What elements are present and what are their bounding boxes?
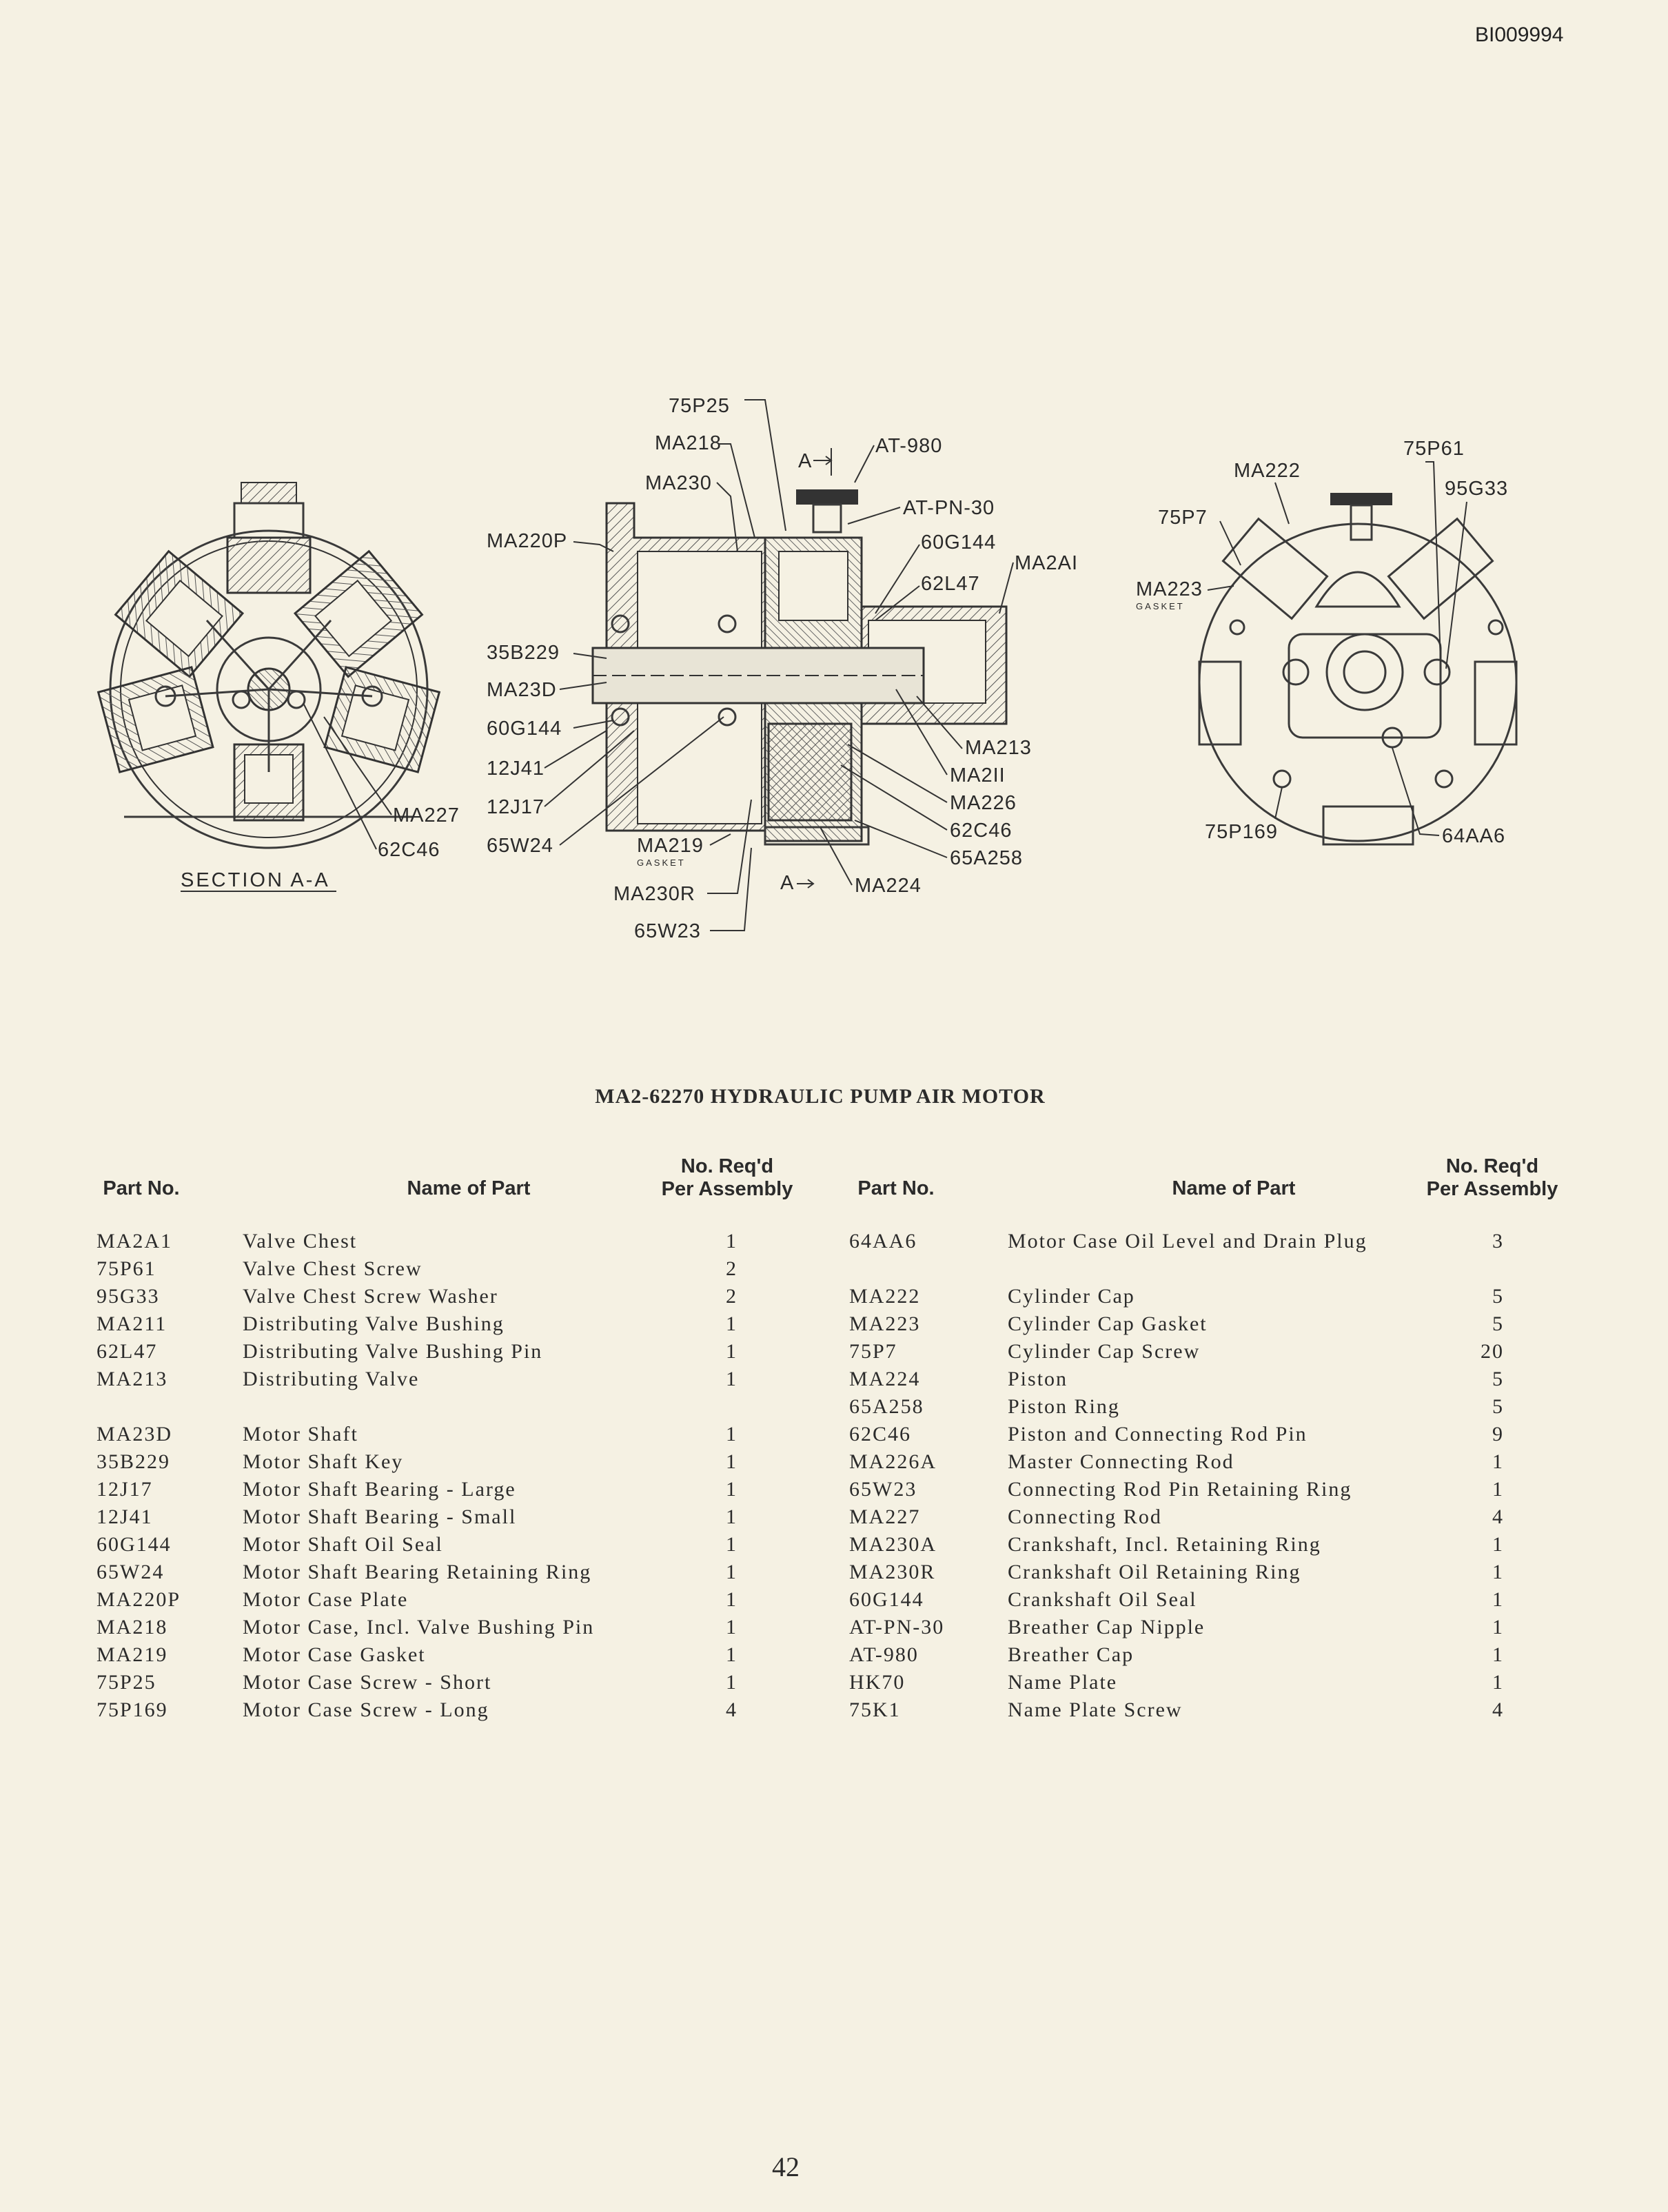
part-name: Master Connecting Rod [1008,1450,1234,1473]
part-qty: 1 [726,1340,738,1363]
header-qty-right [1413,1155,1572,1201]
page-number: 42 [772,2151,800,2182]
section-marker-bottom: A [780,872,795,894]
part-qty: 2 [726,1257,738,1280]
part-qty: 1 [726,1450,738,1473]
callout-75p169: 75P169 [1205,821,1278,843]
callout-12j41: 12J41 [487,758,545,780]
part-name: Motor Case, Incl. Valve Bushing Pin [243,1616,595,1638]
callout-ma211: MA2II [950,764,1006,787]
part-no: 60G144 [849,1588,924,1611]
callout-ma230: MA230 [645,472,712,494]
assembly-drawing [0,0,1668,965]
part-name: Breather Cap Nipple [1008,1616,1206,1638]
header-name-left: Name of Part [407,1177,531,1199]
callout-ma220p: MA220P [487,530,568,552]
callout-at-pn-30: AT-PN-30 [903,497,995,519]
part-qty: 4 [1492,1698,1504,1721]
part-no: 64AA6 [849,1230,917,1252]
part-name: Motor Shaft Key [243,1450,404,1473]
section-marker-top: A [798,450,813,472]
part-no: AT-PN-30 [849,1616,945,1638]
part-qty: 9 [1492,1423,1504,1445]
part-qty: 1 [726,1368,738,1390]
callout-95g33: 95G33 [1445,478,1509,500]
part-name: Motor Case Screw - Long [243,1698,489,1721]
part-qty: 1 [1492,1533,1504,1556]
callout-75p25: 75P25 [669,395,730,417]
part-qty: 1 [1492,1643,1504,1666]
callout-65w23: 65W23 [634,920,701,942]
part-qty: 5 [1492,1368,1504,1390]
part-name: Crankshaft Oil Retaining Ring [1008,1561,1301,1583]
part-name: Distributing Valve [243,1368,420,1390]
part-name: Motor Case Gasket [243,1643,426,1666]
callout-ma219-gasket: GASKET [637,858,686,868]
part-qty: 1 [726,1478,738,1501]
part-qty: 3 [1492,1230,1504,1252]
callout-ma2ai: MA2AI [1015,552,1079,574]
part-no: 62C46 [849,1423,912,1445]
part-qty: 1 [1492,1616,1504,1638]
part-no: MA230R [849,1561,936,1583]
part-qty: 1 [726,1616,738,1638]
end-view [1199,493,1516,844]
part-qty: 1 [726,1423,738,1445]
callout-ma230r: MA230R [613,883,695,905]
callout-12j17: 12J17 [487,796,545,818]
part-qty: 1 [726,1505,738,1528]
part-name: Piston and Connecting Rod Pin [1008,1423,1308,1445]
part-name: Name Plate Screw [1008,1698,1183,1721]
callout-ma213: MA213 [965,737,1032,759]
part-name: Breather Cap [1008,1643,1135,1666]
part-no: 12J17 [96,1478,153,1501]
part-no: MA222 [849,1285,921,1308]
part-no: 75K1 [849,1698,901,1721]
part-name: Valve Chest Screw [243,1257,423,1280]
part-qty: 2 [726,1285,738,1308]
part-no: 65A258 [849,1395,924,1418]
part-no: 12J41 [96,1505,153,1528]
part-name: Distributing Valve Bushing [243,1312,505,1335]
part-no: MA223 [849,1312,921,1335]
part-qty: 1 [726,1561,738,1583]
section-label: SECTION A-A [181,869,330,891]
part-name: Crankshaft, Incl. Retaining Ring [1008,1533,1321,1556]
part-qty: 5 [1492,1395,1504,1418]
part-qty: 1 [726,1533,738,1556]
part-no: 75P61 [96,1257,156,1280]
part-name: Cylinder Cap Screw [1008,1340,1201,1363]
header-qty-left [648,1155,806,1201]
part-qty: 1 [1492,1478,1504,1501]
part-no: MA218 [96,1616,168,1638]
part-name: Valve Chest Screw Washer [243,1285,498,1308]
callout-ma223-gasket: GASKET [1136,601,1185,611]
part-name: Cylinder Cap [1008,1285,1135,1308]
part-no: 35B229 [96,1450,171,1473]
part-qty: 1 [1492,1588,1504,1611]
header-qty-line2: Per Assembly [1426,1178,1558,1200]
part-no: MA2A1 [96,1230,173,1252]
part-no: MA213 [96,1368,168,1390]
callout-75p61: 75P61 [1403,438,1465,460]
part-qty: 5 [1492,1285,1504,1308]
callout-65w24: 65W24 [487,835,553,857]
callout-ma224: MA224 [855,875,922,897]
part-qty: 1 [726,1588,738,1611]
part-no: MA23D [96,1423,173,1445]
part-no: MA224 [849,1368,921,1390]
part-no: MA230A [849,1533,937,1556]
part-qty: 5 [1492,1312,1504,1335]
callout-75p7: 75P7 [1158,507,1208,529]
part-no: MA219 [96,1643,168,1666]
part-name: Piston Ring [1008,1395,1120,1418]
part-qty: 4 [726,1698,738,1721]
part-name: Crankshaft Oil Seal [1008,1588,1197,1611]
part-no: MA226A [849,1450,937,1473]
part-name: Motor Shaft [243,1423,358,1445]
part-name: Piston [1008,1368,1068,1390]
document-id: BI009994 [1475,23,1564,46]
part-no: HK70 [849,1671,906,1694]
callout-60g144-b: 60G144 [921,531,997,554]
callout-ma222: MA222 [1234,460,1301,482]
part-no: 75P169 [96,1698,168,1721]
callout-35b229: 35B229 [487,642,560,664]
part-no: MA220P [96,1588,181,1611]
callout-ma223: MA223 [1136,578,1203,600]
callout-ma226: MA226 [950,792,1017,814]
part-qty: 1 [726,1671,738,1694]
part-name: Motor Shaft Bearing - Large [243,1478,516,1501]
part-qty: 1 [1492,1450,1504,1473]
part-name: Motor Shaft Oil Seal [243,1533,443,1556]
part-no: 75P25 [96,1671,156,1694]
callout-ma23d: MA23D [487,679,557,701]
part-qty: 1 [726,1230,738,1252]
part-no: 65W24 [96,1561,165,1583]
header-part-no-left: Part No. [103,1177,180,1199]
callout-ma219: MA219 [637,835,704,857]
header-name-right: Name of Part [1172,1177,1296,1199]
part-name: Valve Chest [243,1230,358,1252]
part-name: Distributing Valve Bushing Pin [243,1340,543,1363]
callout-ma218: MA218 [655,432,722,454]
part-name: Cylinder Cap Gasket [1008,1312,1208,1335]
callout-62l47: 62L47 [921,573,980,595]
callout-65a258: 65A258 [950,847,1023,869]
callout-62c46-b: 62C46 [950,820,1013,842]
part-name: Motor Case Plate [243,1588,409,1611]
part-no: MA227 [849,1505,921,1528]
part-no: 95G33 [96,1285,160,1308]
part-qty: 20 [1481,1340,1504,1363]
part-no: 75P7 [849,1340,897,1363]
callout-at-980: AT-980 [875,435,943,457]
part-no: 65W23 [849,1478,917,1501]
callout-60g144: 60G144 [487,718,562,740]
callout-ma227: MA227 [393,804,460,826]
table-title: MA2-62270 HYDRAULIC PUMP AIR MOTOR [595,1085,1046,1108]
part-no: 62L47 [96,1340,158,1363]
part-name: Name Plate [1008,1671,1118,1694]
part-name: Motor Shaft Bearing - Small [243,1505,517,1528]
header-part-no-right: Part No. [857,1177,935,1199]
header-qty-line1: No. Req'd [1445,1155,1539,1177]
part-no: MA211 [96,1312,167,1335]
part-name: Connecting Rod Pin Retaining Ring [1008,1478,1352,1501]
header-qty-line1: No. Req'd [680,1155,774,1177]
part-qty: 1 [726,1643,738,1666]
part-name: Motor Case Screw - Short [243,1671,492,1694]
part-no: 60G144 [96,1533,172,1556]
part-qty: 1 [1492,1671,1504,1694]
header-qty-line2: Per Assembly [661,1178,793,1200]
part-name: Connecting Rod [1008,1505,1162,1528]
part-qty: 1 [726,1312,738,1335]
part-qty: 1 [1492,1561,1504,1583]
part-no: AT-980 [849,1643,919,1666]
section-a-a-view [99,483,440,848]
part-name: Motor Shaft Bearing Retaining Ring [243,1561,592,1583]
part-qty: 4 [1492,1505,1504,1528]
part-name: Motor Case Oil Level and Drain Plug [1008,1230,1367,1252]
callout-64aa6: 64AA6 [1442,825,1506,847]
callout-62c46: 62C46 [378,839,440,861]
